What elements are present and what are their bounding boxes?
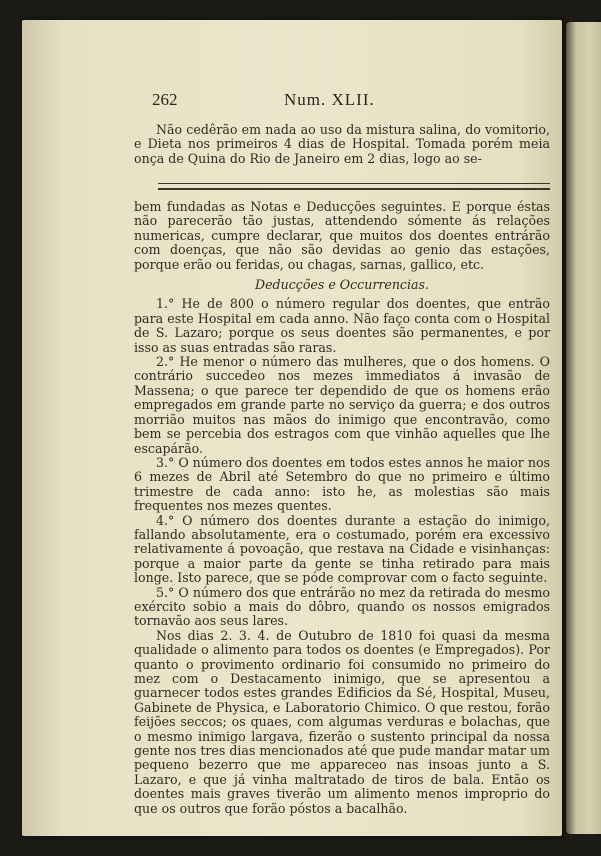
- section-subheading: Deducções e Occurrencias.: [255, 277, 429, 293]
- divider-rule-double: [158, 188, 550, 190]
- numbered-item: 3.° O número dos doentes em todos estes annos he maior nos 6 mezes de Abril até Setembro do que no primeiro e último trimestre de cada anno: isto he, as molestias são mais frequentes nos mezes quentes.: [134, 454, 550, 514]
- book-page: [22, 20, 562, 836]
- closing-paragraph: Nos dias 2. 3. 4. de Outubro de 1810 foi quasi da mesma qualidade o alimento para todos os doentes (e Empregados). Por quanto o provimento ordinario foi consumido no primeiro do mez com o Destacamento inimigo, que se apresentou a guarnecer todos estes grandes Edificios da Sé, Hospital, Museu, Gabinete de Physica, e Laboratorio Chimico. O que restou, forão feijões seccos; os quaes, com algumas verduras e bolachas, que o mesmo inimigo largava, fizerão o sustento principal da nossa gente nos tres dias mencionados até que pude mandar matar um pequeno bezerro que me appareceo nas insoas junto a S. Lazaro, e que já vinha maltratado de tiros de bala. Então os doentes mais graves tiverão um alimento menos improprio do que os outros que forão póstos a bacalhão.: [134, 627, 550, 816]
- numbered-item: 1.° He de 800 o número regular dos doentes, que entrão para este Hospital em cada anno. Não faço conta com o Hospital de S. Lazaro; porque os seus doentes são permanentes, e por isso as suas entradas são raras.: [134, 296, 550, 355]
- intro-paragraph: bem fundadas as Notas e Deducções seguintes. E porque éstas não parecerão tão justas, attendendo sómente ás relações numericas, cumpre declarar, que muitos dos doentes entrárão com doenças, que não são devidas ao genio das estações, porque erão ou feridas, ou chagas, sarnas, gallico, etc.: [134, 199, 550, 272]
- facing-page-edge: [566, 22, 601, 834]
- numbered-item: 4.° O número dos doentes durante a estação do inimigo, fallando absolutamente, era o costumado, porém era excessivo relativamente á povoação, que restava na Cidade e visinhanças: porque a maior parte da gente se tinha retirado para mais longe. Isto parece, que se póde comprovar com o facto seguinte.: [134, 512, 550, 586]
- top-paragraph: Não cedêrão em nada ao uso da mistura salina, do vomitorio, e Dieta nos primeiros 4 dias de Hospital. Tomada porém meia onça de Quina do Rio de Janeiro em 2 dias, logo ao se-: [134, 122, 550, 166]
- numbered-item: 5.° O número dos que entrárão no mez da retirada do mesmo exército sobio a mais do dôbro, quando os nossos emigrados tornavão aos seus lares.: [134, 584, 550, 629]
- top-text-block: [134, 123, 550, 166]
- page-number: 262: [152, 90, 178, 109]
- numbered-item: 2.° He menor o número das mulheres, que o dos homens. O contrário succedeo nos mezes immediatos á invasão de Massena; o que parece ter dependido de que os homens erão empregados em grande parte no serviço da guerra; e dos outros morrião muitos nas mãos do inimigo que encontravão, como bem se percebia dos estragos com que vinhão aquelles que lhe escapárão.: [134, 354, 550, 456]
- main-text-block: [134, 200, 550, 816]
- divider-rule: [158, 183, 550, 184]
- running-title: Num. XLII.: [284, 90, 375, 109]
- page-header: [152, 90, 552, 112]
